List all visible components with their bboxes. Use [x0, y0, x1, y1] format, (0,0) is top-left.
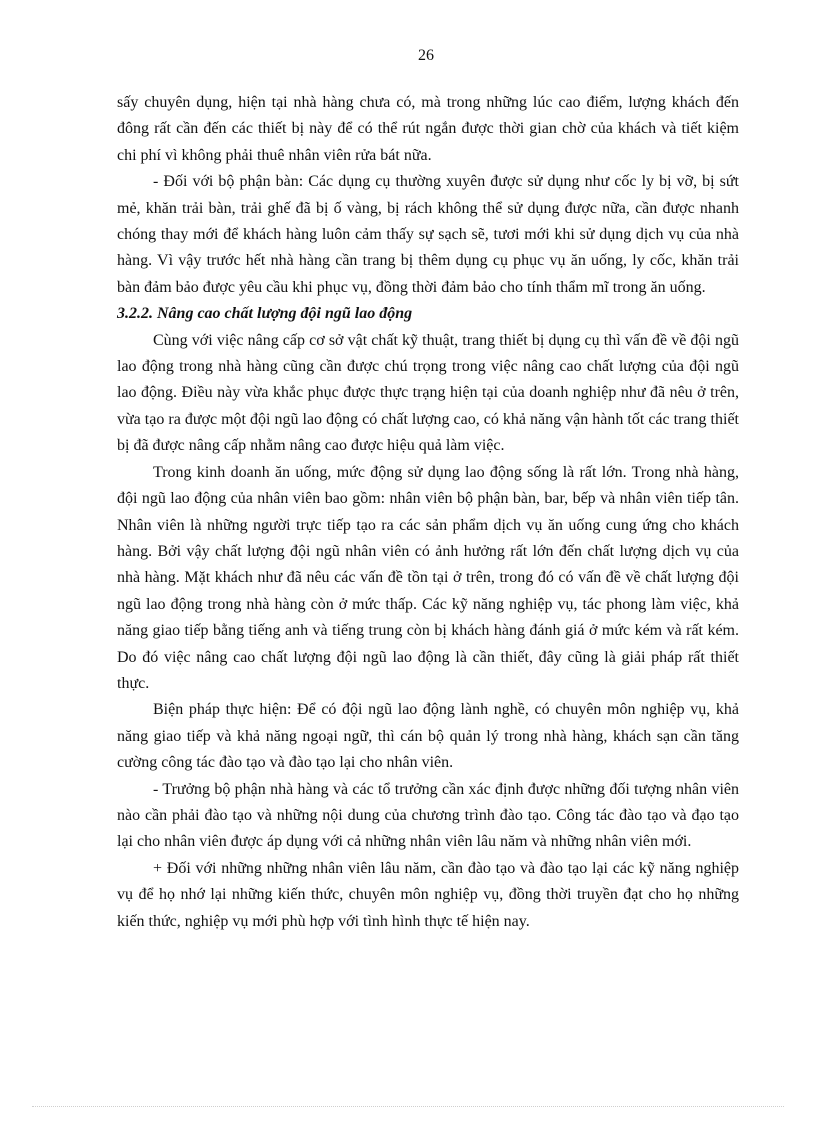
paragraph-table-department: - Đối với bộ phận bàn: Các dụng cụ thường xuyên được sử dụng như cốc ly bị vỡ, bị sứt mẻ, khăn trải bàn, trải ghế đã bị ố vàng, bị rách không thể sử dụng được nữa, cần được nhanh chóng thay mới để khách hàng luôn cảm thấy sự sạch sẽ, tươi mới khi sử dụng dịch vụ của nhà hàng. Vì vậy trước hết nhà hàng cần trang bị thêm dụng cụ phục vụ ăn uống, ly cốc, khăn trải bàn đảm bảo được yêu cầu khi phục vụ, đồng thời đảm bảo cho tính thẩm mĩ trong ăn uống. [117, 173, 739, 296]
paragraph-training-targets: - Trưởng bộ phận nhà hàng và các tổ trưởng cần xác định được những đối tượng nhân viên nào cần phải đào tạo và những nội dung của chương trình đào tạo. Công tác đào tạo và đạo tạo lại cho nhân viên được áp dụng với cả những nhân viên lâu năm và những nhân viên mới. [117, 780, 739, 851]
paragraph-continuation: sấy chuyên dụng, hiện tại nhà hàng chưa có, mà trong những lúc cao điểm, lượng khách đến đông rất cần đến các thiết bị này để có thể rút ngắn được thời gian chờ của khách và tiết kiệm chi phí vì không phải thuê nhân viên rửa bát nữa. [117, 94, 739, 164]
paragraph-labor-usage: Trong kinh doanh ăn uống, mức động sử dụng lao động sống là rất lớn. Trong nhà hàng, đội ngũ lao động của nhân viên bao gồm: nhân viên bộ phận bàn, bar, bếp và nhân viên tiếp tân. Nhân viên là những người trực tiếp tạo ra các sản phẩm dịch vụ ăn uống cung ứng cho khách hàng. Bởi vậy chất lượng đội ngũ nhân viên có ảnh hưởng rất lớn đến chất lượng dịch vụ của nhà hàng. Mặt khách như đã nêu các vấn đề tồn tại ở trên, trong đó có vấn đề về chất lượng đội ngũ lao động trong nhà hàng còn ở mức thấp. Các kỹ năng nghiệp vụ, tác phong làm việc, khả năng giao tiếp bằng tiếng anh và tiếng trung còn bị khách hàng đánh giá ở mức kém và rất kém. Do đó việc nâng cao chất lượng đội ngũ lao động là cần thiết, đây cũng là giải pháp rất thiết thực. [117, 463, 739, 692]
paragraph-workforce-intro: Cùng với việc nâng cấp cơ sở vật chất kỹ thuật, trang thiết bị dụng cụ thì vấn đề về đội ngũ lao động trong nhà hàng cũng cần được chú trọng trong việc nâng cao chất lượng của đội ngũ lao động. Điều này vừa khắc phục được thực trạng hiện tại của doanh nghiệp như đã nêu ở trên, vừa tạo ra được một đội ngũ lao động có chất lượng cao, có khả năng vận hành tốt các trang thiết bị đã được nâng cấp nhằm nâng cao được hiệu quả làm việc. [117, 331, 739, 455]
page-number: 26 [418, 47, 434, 64]
page-body [117, 90, 739, 935]
footer-divider [32, 1106, 784, 1107]
paragraph-measures: Biện pháp thực hiện: Để có đội ngũ lao động lành nghề, có chuyên môn nghiệp vụ, khả năng giao tiếp và khả năng ngoại ngữ, thì cán bộ quản lý trong nhà hàng, khách sạn cần tăng cường công tác đào tạo và đào tạo lại cho nhân viên. [117, 701, 739, 772]
section-heading: 3.2.2. Nâng cao chất lượng đội ngũ lao động [117, 305, 413, 323]
paragraph-senior-staff: + Đối với những những nhân viên lâu năm, cần đào tạo và đào tạo lại các kỹ năng nghiệp vụ để họ nhớ lại những kiến thức, chuyên môn nghiệp vụ, đồng thời truyền đạt cho họ những kiến thức, nghiệp vụ mới phù hợp với tình hình thực tế hiện nay. [117, 859, 739, 930]
